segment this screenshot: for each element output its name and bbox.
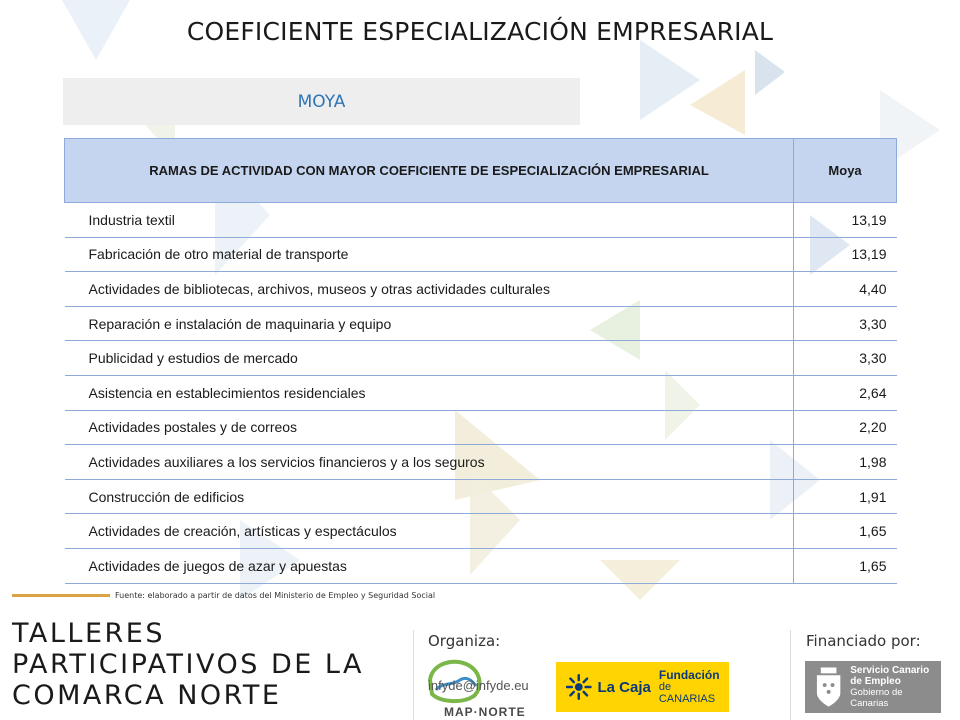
row-branch: Asistencia en establecimientos residenciales: [65, 375, 794, 410]
lacaja-logo: [556, 662, 729, 712]
table-row: [65, 306, 897, 341]
lacaja-brand: La Caja: [597, 678, 651, 696]
row-value: 1,98: [794, 445, 897, 480]
row-branch: Publicidad y estudios de mercado: [65, 341, 794, 376]
table-row: [65, 272, 897, 307]
row-value: 1,65: [794, 548, 897, 583]
financiado-label: Financiado por:: [806, 632, 921, 650]
workshop-line: PARTICIPATIVOS DE LA: [12, 649, 365, 680]
table-row: [65, 237, 897, 272]
fundacion-text: Fundación: [658, 668, 720, 682]
sce-text: [850, 665, 941, 709]
header-value: Moya: [794, 139, 897, 203]
email-text: infyde@infyde.eu: [428, 678, 529, 693]
sce-name-2: de Empleo: [850, 676, 901, 687]
workshop-line: COMARCA NORTE: [12, 680, 282, 711]
map-norte-name: MAP·NORTE: [444, 705, 526, 719]
workshop-line: TALLERES: [12, 618, 165, 649]
row-value: 13,19: [794, 237, 897, 272]
coat-of-arms-icon: [813, 665, 844, 709]
row-value: 1,65: [794, 514, 897, 549]
row-value: 13,19: [794, 203, 897, 238]
table-row: [65, 341, 897, 376]
canarias-text: de CANARIAS: [658, 681, 716, 705]
row-branch: Actividades postales y de correos: [65, 410, 794, 445]
table-row: [65, 479, 897, 514]
page-title: COEFICIENTE ESPECIALIZACIÓN EMPRESARIAL: [186, 17, 774, 46]
workshop-title: [12, 618, 364, 711]
table-header-row: [65, 139, 897, 203]
row-branch: Actividades de bibliotecas, archivos, museos y otras actividades culturales: [65, 272, 794, 307]
map-norte-logo: [420, 656, 540, 720]
footer-separator: [413, 630, 414, 720]
table-row: [65, 203, 897, 238]
sce-gov: Gobierno de Canarias: [850, 687, 903, 709]
lacaja-fundacion: [659, 669, 729, 705]
table-row: [65, 445, 897, 480]
row-value: 2,20: [794, 410, 897, 445]
row-branch: Reparación e instalación de maquinaria y equipo: [65, 306, 794, 341]
footer-accent-line: [12, 594, 110, 597]
row-branch: Actividades de creación, artísticas y espectáculos: [65, 514, 794, 549]
row-value: 1,91: [794, 479, 897, 514]
row-branch: Actividades de juegos de azar y apuestas: [65, 548, 794, 583]
organiza-label: Organiza:: [428, 632, 501, 650]
municipality-label: MOYA: [63, 78, 580, 125]
row-value: 4,40: [794, 272, 897, 307]
sce-name: Servicio Canario: [850, 665, 930, 676]
row-branch: Actividades auxiliares a los servicios financieros y a los seguros: [65, 445, 794, 480]
table-row: [65, 548, 897, 583]
table-row: [65, 375, 897, 410]
row-branch: Construcción de edificios: [65, 479, 794, 514]
table-row: [65, 514, 897, 549]
row-value: 2,64: [794, 375, 897, 410]
header-branch: RAMAS DE ACTIVIDAD CON MAYOR COEFICIENTE DE ESPECIALIZACIÓN EMPRESARIAL: [65, 139, 794, 203]
footer-separator: [790, 630, 791, 720]
star-icon: [566, 674, 592, 700]
row-value: 3,30: [794, 306, 897, 341]
source-note: Fuente: elaborado a partir de datos del Ministerio de Empleo y Seguridad Social: [115, 591, 436, 600]
table-row: [65, 410, 897, 445]
specialization-table: [64, 138, 897, 584]
sce-logo: [805, 661, 941, 713]
row-branch: Fabricación de otro material de transporte: [65, 237, 794, 272]
row-branch: Industria textil: [65, 203, 794, 238]
row-value: 3,30: [794, 341, 897, 376]
